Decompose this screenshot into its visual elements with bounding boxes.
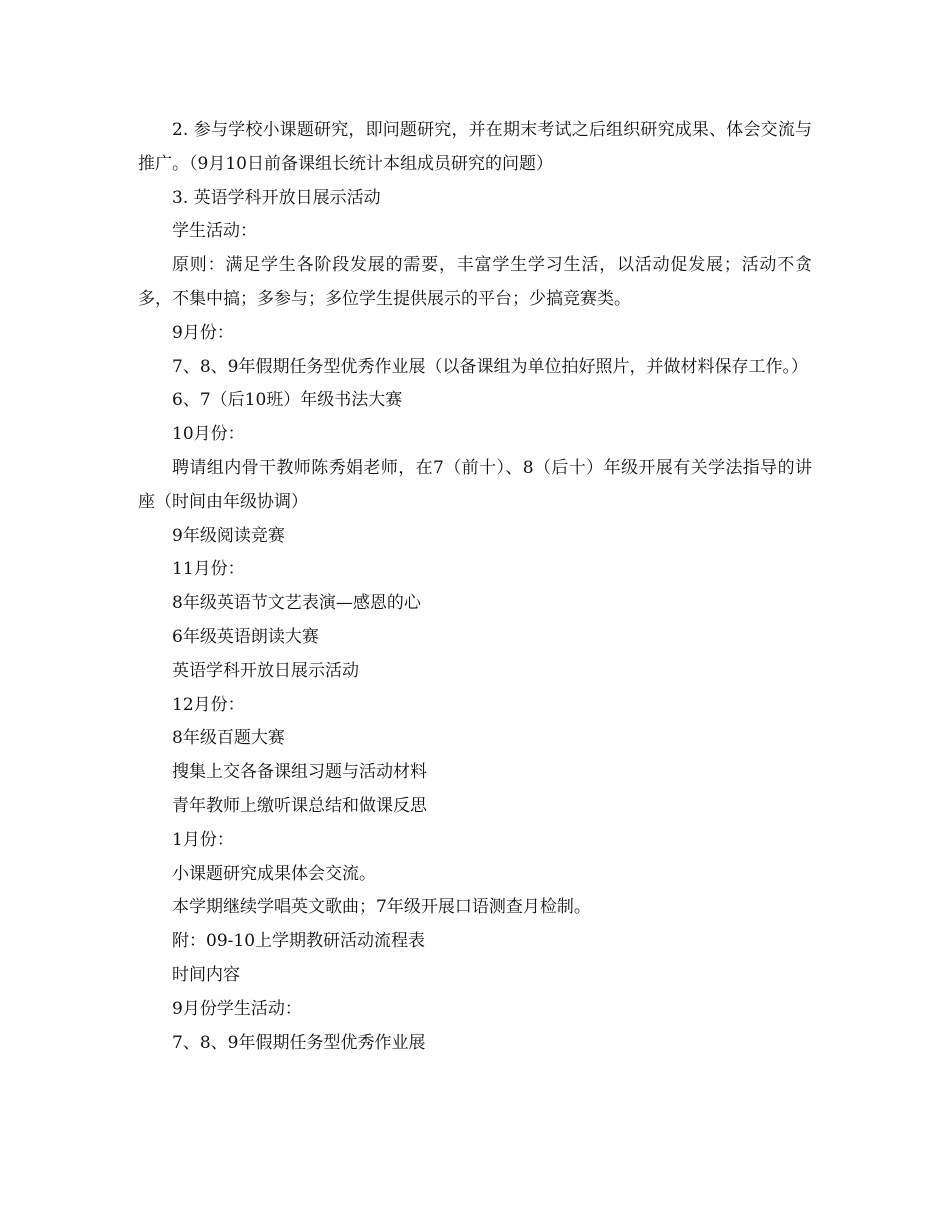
paragraph-november: 11月份： (172, 559, 245, 580)
paragraph-calligraphy: 6、7（后10班）年级书法大赛 (172, 390, 403, 411)
paragraph-results-exchange: 小课题研究成果体会交流。 (172, 863, 376, 884)
paragraph-october: 10月份： (172, 424, 245, 445)
paragraph-time-content: 时间内容 (172, 964, 240, 985)
paragraph-homework-exhibition: 7、8、9年假期任务型优秀作业展（以备课组为单位拍好照片，并做材料保存工作。） (172, 356, 808, 377)
paragraph-english-songs: 本学期继续学唱英文歌曲；7年级开展口语测查月检制。 (172, 897, 591, 918)
paragraph-december: 12月份： (172, 694, 245, 715)
paragraph-open-day: 3. 英语学科开放日展示活动 (172, 187, 381, 208)
paragraph-student-activities: 学生活动： (172, 221, 257, 242)
paragraph-materials: 搜集上交各备课组习题与活动材料 (172, 762, 427, 783)
paragraph-reading-aloud: 6年级英语朗读大赛 (172, 626, 319, 647)
paragraph-young-teachers: 青年教师上缴听课总结和做课反思 (172, 795, 427, 816)
paragraph-reading-contest: 9年级阅读竞赛 (172, 525, 285, 546)
paragraph-homework-exhibition-2: 7、8、9年假期任务型优秀作业展 (172, 1032, 426, 1053)
paragraph-research: 2. 参与学校小课题研究，即问题研究，并在期末考试之后组织研究成果、体会交流与推广。（9月10日前备课组长统计本组成员研究的问题） (138, 120, 812, 174)
paragraph-open-day-activity: 英语学科开放日展示活动 (172, 660, 359, 681)
document-body (138, 114, 812, 1060)
paragraph-lecture: 聘请组内骨干教师陈秀娟老师，在7（前十）、8（后十）年级开展有关学法指导的讲座（时间由年级协调） (138, 457, 812, 512)
paragraph-january: 1月份： (172, 829, 234, 850)
paragraph-september: 9月份： (172, 322, 234, 343)
paragraph-hundred-questions: 8年级百题大赛 (172, 728, 285, 749)
paragraph-appendix: 附：09-10上学期教研活动流程表 (172, 931, 426, 952)
paragraph-principles: 原则：满足学生各阶段发展的需要，丰富学生学习生活，以活动促发展；活动不贪多，不集中搞；多参与；多位学生提供展示的平台；少搞竞赛类。 (138, 255, 812, 309)
paragraph-performance: 8年级英语节文艺表演—感恩的心 (172, 593, 421, 614)
paragraph-september-students: 9月份学生活动： (172, 998, 302, 1019)
